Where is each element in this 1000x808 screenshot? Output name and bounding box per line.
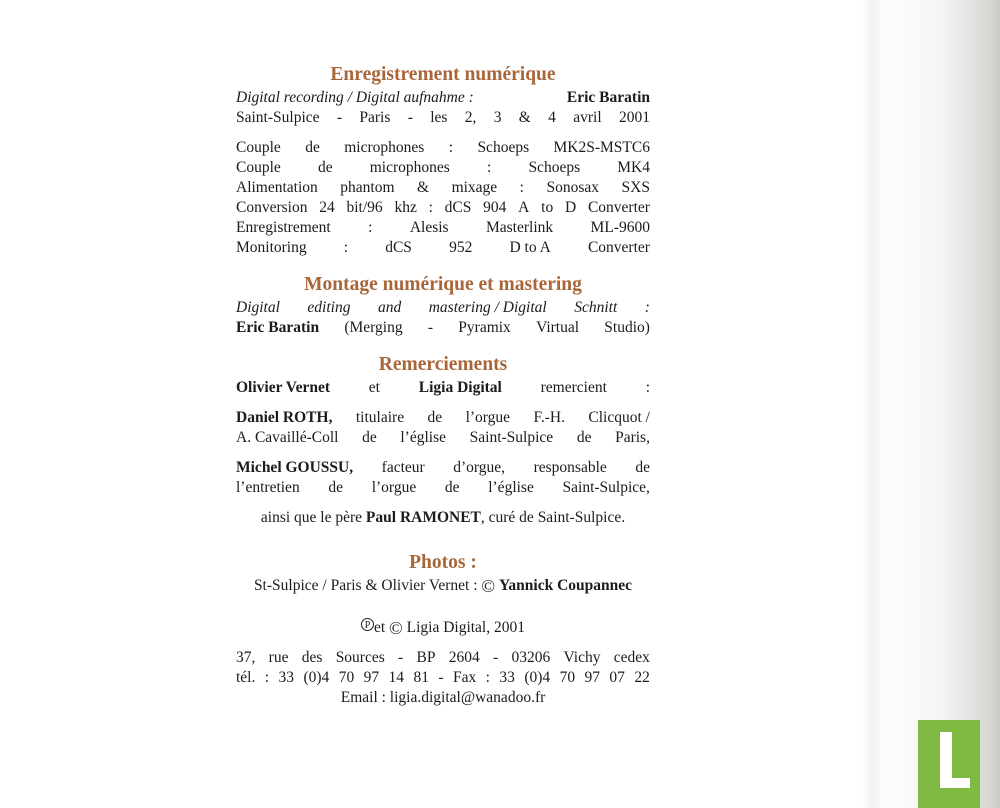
mastering-word: :: [644, 299, 650, 316]
copyright-icon: ©: [481, 576, 496, 596]
phone-word: 97: [584, 669, 600, 686]
equipment-word: MK2S-MSTC6: [553, 139, 650, 156]
thanks-name-ligia: Ligia Digital: [418, 379, 502, 396]
phone-word: 14: [388, 669, 405, 686]
address-word: rue: [268, 649, 289, 666]
equipment-line: [236, 218, 650, 238]
recording-place-date: [236, 108, 650, 128]
equipment-word: to: [541, 199, 554, 216]
phone-word: 07: [609, 669, 625, 686]
goussu-word: l’entretien: [236, 479, 300, 496]
equipment-word: Alimentation: [236, 179, 318, 196]
ramonet-suffix: , curé de Saint-Sulpice.: [480, 509, 626, 526]
roth-word: A. Cavaillé-Coll: [236, 429, 339, 446]
place-date-word: les: [430, 109, 448, 126]
equipment-word: Converter: [587, 199, 650, 216]
thanks-word: :: [645, 379, 650, 396]
equipment-word: A: [518, 199, 530, 216]
phone-word: Fax: [452, 669, 477, 686]
equipment-word: Masterlink: [485, 219, 554, 236]
equipment-line: [236, 238, 650, 258]
equipment-word: de: [317, 159, 333, 176]
equipment-word: D to A: [509, 239, 551, 256]
phone-word: :: [264, 669, 270, 686]
mastering-line-2: [236, 318, 650, 338]
equipment-line: [236, 198, 650, 218]
equipment-word: :: [428, 199, 433, 216]
phone-word: 81: [413, 669, 429, 686]
mastering-word: -: [427, 319, 434, 336]
goussu-word: d’orgue,: [453, 459, 506, 476]
equipment-word: 24: [319, 199, 335, 216]
goussu-line-2: [236, 478, 650, 498]
equipment-word: microphones: [344, 139, 425, 156]
roth-word: Saint-Sulpice: [469, 429, 554, 446]
place-date-word: 2001: [618, 109, 650, 126]
equipment-word: :: [486, 159, 492, 176]
equipment-word: phantom: [340, 179, 395, 196]
mastering-word: Virtual: [536, 319, 580, 336]
place-date-word: 4: [548, 109, 556, 126]
equipment-word: bit/96: [346, 199, 383, 216]
equipment-word: Monitoring: [236, 239, 307, 256]
goussu-word: Saint-Sulpice,: [562, 479, 650, 496]
equipment-word: :: [448, 139, 454, 156]
phone-word: tél.: [236, 669, 256, 686]
publisher-address: [236, 648, 650, 668]
photos-credit-line: [236, 576, 650, 596]
roth-word: l’église: [400, 429, 446, 446]
publisher-email-line: [236, 688, 650, 708]
page-gutter-shadow: [870, 0, 1000, 808]
place-date-word: &: [518, 109, 531, 126]
equipment-word: 904: [483, 199, 507, 216]
phone-word: 22: [634, 669, 650, 686]
ramonet-line: [236, 508, 650, 528]
page-fold: [862, 0, 884, 808]
heading-recording: Enregistrement numérique: [330, 64, 556, 85]
equipment-word: Couple: [236, 139, 281, 156]
place-date-word: 3: [493, 109, 502, 126]
goussu-word: l’orgue: [371, 479, 417, 496]
equipment-word: khz: [394, 199, 417, 216]
mastering-word: mastering / Digital: [428, 299, 547, 316]
photos-name: Yannick Coupannec: [498, 577, 633, 594]
equipment-word: :: [519, 179, 524, 196]
place-date-word: avril: [573, 109, 602, 126]
equipment-word: microphones: [369, 159, 450, 176]
publisher-phone: [236, 668, 650, 688]
place-date-word: -: [407, 109, 413, 126]
equipment-word: :: [368, 219, 373, 236]
mastering-name: Eric Baratin: [236, 319, 320, 336]
equipment-word: Sonosax: [546, 179, 600, 196]
roth-name: Daniel ROTH,: [236, 409, 333, 426]
address-word: BP: [416, 649, 436, 666]
goussu-word: facteur: [381, 459, 425, 476]
ramonet-name: Paul RAMONET: [365, 509, 481, 526]
goussu-name: Michel GOUSSU,: [236, 459, 354, 476]
equipment-word: Schoeps: [528, 159, 581, 176]
phone-word: 33: [278, 669, 295, 686]
equipment-word: Conversion: [236, 199, 308, 216]
roth-word: Clicquot /: [588, 409, 650, 426]
address-word: -: [398, 649, 404, 666]
roth-line-1: [236, 408, 650, 428]
booklet-credits: [236, 62, 650, 708]
address-word: Sources: [335, 649, 385, 666]
goussu-word: de: [444, 479, 460, 496]
goussu-word: l’église: [488, 479, 534, 496]
mastering-word: (Merging: [344, 319, 403, 336]
address-word: Vichy: [563, 649, 601, 666]
place-date-word: -: [336, 109, 343, 126]
address-word: 03206: [511, 649, 551, 666]
equipment-word: D: [564, 199, 577, 216]
phonogram-icon: P: [361, 618, 374, 631]
place-date-word: Paris: [359, 109, 391, 126]
recording-credit-label: Digital recording / Digital aufnahme :: [236, 89, 474, 106]
equipment-word: Alesis: [409, 219, 449, 236]
publisher-copyright: Ligia Digital, 2001: [406, 619, 525, 636]
place-date-word: Saint-Sulpice: [236, 109, 320, 126]
heading-photos: Photos :: [409, 552, 477, 573]
address-word: 37,: [236, 649, 256, 666]
roth-word: F.-H.: [533, 409, 565, 426]
equipment-line: [236, 158, 650, 178]
ramonet-prefix: ainsi que le père: [260, 509, 363, 526]
equipment-word: Couple: [236, 159, 281, 176]
roth-word: Paris,: [615, 429, 650, 446]
recording-credit-name: Eric Baratin: [566, 89, 650, 106]
thanks-word: remercient: [540, 379, 607, 396]
equipment-word: Converter: [587, 239, 650, 256]
photos-credit: St-Sulpice / Paris & Olivier Vernet :: [253, 577, 478, 594]
mastering-word: Schnitt: [574, 299, 618, 316]
equipment-word: ML-9600: [590, 219, 650, 236]
equipment-word: de: [305, 139, 320, 156]
roth-line-2: [236, 428, 650, 448]
roth-word: titulaire: [355, 409, 405, 426]
address-word: cedex: [613, 649, 650, 666]
goussu-word: de: [635, 459, 650, 476]
mastering-word: and: [377, 299, 402, 316]
recording-credit-line: [236, 88, 650, 108]
phone-word: 97: [363, 669, 380, 686]
equipment-list: [236, 138, 650, 258]
roth-word: de: [362, 429, 377, 446]
phone-word: 70: [338, 669, 355, 686]
goussu-word: de: [328, 479, 344, 496]
roth-word: de: [576, 429, 592, 446]
mastering-word: Digital: [236, 299, 280, 316]
equipment-word: dCS: [385, 239, 412, 256]
heading-mastering: Montage numérique et mastering: [304, 274, 582, 295]
mastering-word: Pyramix: [458, 319, 511, 336]
publisher-et: et: [373, 619, 386, 636]
equipment-word: 952: [449, 239, 473, 256]
mastering-word: Studio): [604, 319, 650, 336]
heading-thanks: Remerciements: [378, 354, 508, 375]
goussu-word: responsable: [533, 459, 607, 476]
address-word: des: [301, 649, 323, 666]
mastering-word: editing: [307, 299, 351, 316]
phone-word: (0)4: [303, 669, 330, 686]
publisher-email: Email : ligia.digital@wanadoo.fr: [340, 689, 546, 706]
phone-word: 70: [559, 669, 576, 686]
phone-word: :: [485, 669, 490, 686]
place-date-word: 2,: [464, 109, 477, 126]
publisher-copyright-line: [236, 618, 650, 638]
mastering-line-1: [236, 298, 650, 318]
equipment-line: [236, 178, 650, 198]
l-logo-icon: [918, 720, 980, 808]
roth-word: de: [427, 409, 443, 426]
equipment-word: MK4: [617, 159, 650, 176]
equipment-word: SXS: [621, 179, 650, 196]
phone-word: 33: [499, 669, 515, 686]
equipment-word: Enregistrement: [236, 219, 331, 236]
thanks-line-1: [236, 378, 650, 398]
thanks-name-vernet: Olivier Vernet: [236, 379, 330, 396]
roth-word: l’orgue: [465, 409, 511, 426]
equipment-line: [236, 138, 650, 158]
address-word: 2604: [448, 649, 480, 666]
address-word: -: [493, 649, 499, 666]
copyright-icon: ©: [389, 618, 403, 638]
equipment-word: mixage: [451, 179, 498, 196]
phone-word: (0)4: [524, 669, 551, 686]
equipment-word: dCS: [444, 199, 472, 216]
goussu-line-1: [236, 458, 650, 478]
equipment-word: Schoeps: [477, 139, 530, 156]
thanks-and: et: [368, 379, 380, 396]
phone-word: -: [438, 669, 444, 686]
equipment-word: &: [417, 179, 430, 196]
equipment-word: :: [343, 239, 349, 256]
